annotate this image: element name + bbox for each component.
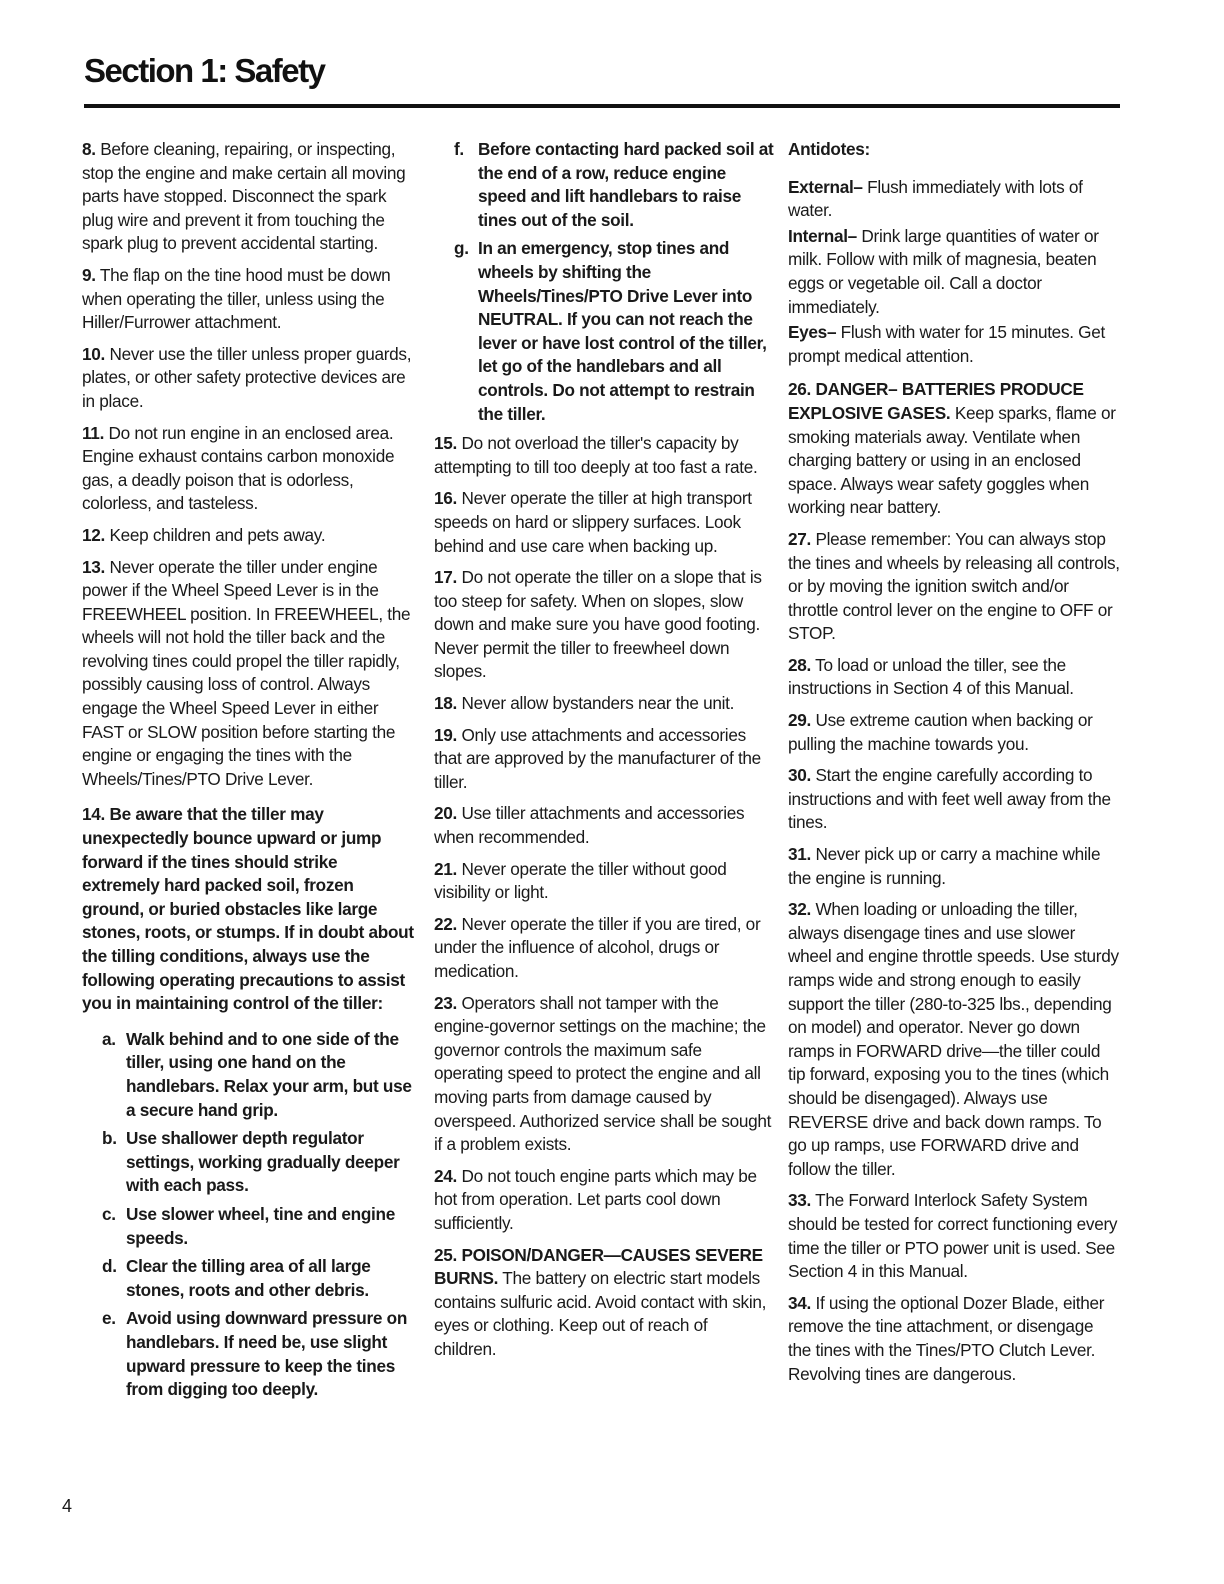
- item-text: The battery on electric start models contains sulfuric acid. Avoid contact with skin, eyes or clothing. Keep out of reach of children.: [434, 1268, 767, 1359]
- item-number: 8.: [82, 139, 96, 159]
- item-text: The Forward Interlock Safety System should be tested for correct functioning every time the tiller or PTO power unit is used. See Section 4 in this Manual.: [788, 1190, 1118, 1282]
- item-text: Please remember: You can always stop the tines and wheels by releasing all controls, or by moving the ignition switch and/or throttle control lever on the engine to OFF or STOP.: [788, 528, 1120, 644]
- antidote-label: Eyes–: [788, 322, 837, 343]
- item-number: 16.: [434, 488, 457, 509]
- safety-item-25: [434, 1244, 774, 1362]
- safety-item-21: [434, 858, 774, 905]
- item-number: 17.: [434, 567, 457, 588]
- item-number: 21.: [434, 858, 457, 879]
- item-text: Start the engine carefully according to instructions and with feet well away from the tines.: [788, 765, 1111, 833]
- item-text: Never operate the tiller without good visibility or light.: [434, 858, 727, 903]
- column-2: [434, 138, 774, 1370]
- precaution-letter: b.: [102, 1128, 117, 1149]
- item-text: Never pick up or carry a machine while the engine is running.: [788, 844, 1101, 888]
- safety-item-15: [434, 432, 774, 479]
- precaution-letter: a.: [102, 1028, 116, 1049]
- safety-item-31: [788, 843, 1120, 890]
- item-number: 9.: [82, 264, 96, 285]
- item-text: Never operate the tiller under engine power if the Wheel Speed Lever is in the FREEWHEEL position. In FREEWHEEL, the wheels will not hold the tiller back and the revolving tines could propel the tiller rapidly, possibly causing loss of control. Always engage the Wheel Speed Lever in either FAST or SLOW position before starting the engine or engaging the tines with the Wheels/Tines/PTO Drive Lever.: [82, 556, 411, 789]
- column-1: [82, 138, 418, 1407]
- item-text: Never use the tiller unless proper guards, plates, or other safety protective devices are in place.: [82, 343, 412, 411]
- safety-item-14: 14. Be aware that the tiller may unexpectedly bounce upward or jump forward if the tines should strike extremely hard packed soil, frozen ground, or buried obstacles like large stones, roots, or stumps. If in doubt about the tilling conditions, always use the following operating precautions to assist you in maintaining control of the tiller:: [82, 804, 414, 1014]
- item-number: 12.: [82, 524, 105, 545]
- item-text: Use extreme caution when backing or pulling the machine towards you.: [788, 710, 1093, 754]
- item-number: 10.: [82, 343, 105, 364]
- item-number: 15.: [434, 433, 457, 454]
- item-number: 31.: [788, 844, 811, 865]
- safety-item-23: [434, 992, 774, 1157]
- item-text: The flap on the tine hood must be down when operating the tiller, unless using the Hiller/Furrower attachment.: [82, 264, 391, 333]
- precaution-text: Use slower wheel, tine and engine speeds.: [126, 1203, 395, 1248]
- item-text: Do not touch engine parts which may be hot from operation. Let parts cool down sufficiently.: [434, 1165, 757, 1233]
- precaution-c: [102, 1203, 418, 1250]
- page-title: Section 1: Safety: [84, 52, 325, 89]
- item-text: Do not overload the tiller's capacity by attempting to till too deeply at too fast a rate.: [434, 433, 758, 477]
- precaution-letter: c.: [102, 1203, 116, 1224]
- precaution-text: Clear the tilling area of all large stones, roots and other debris.: [126, 1256, 371, 1300]
- precaution-letter: d.: [102, 1256, 117, 1277]
- item-number: 29.: [788, 710, 811, 731]
- antidote-eyes: [788, 321, 1120, 368]
- item-number: 24.: [434, 1165, 457, 1186]
- item-text: Do not operate the tiller on a slope that is too steep for safety. When on slopes, slow down and make sure you have good footing. Never permit the tiller to freewheel down slopes.: [434, 567, 762, 682]
- safety-item-26: [788, 378, 1120, 520]
- safety-item-28: [788, 654, 1120, 701]
- item-number: 32.: [788, 899, 811, 920]
- precaution-g: [454, 237, 774, 426]
- precaution-text: Before contacting hard packed soil at the end of a row, reduce engine speed and lift handlebars to raise tines out of the soil.: [478, 139, 774, 230]
- safety-item-18: [434, 692, 774, 716]
- precaution-letter: e.: [102, 1308, 116, 1329]
- item-number: 20.: [434, 803, 457, 824]
- item-text: Keep children and pets away.: [105, 524, 326, 545]
- item-text: When loading or unloading the tiller, always disengage tines and use slower wheel and engine throttle speeds. Use sturdy ramps wide and strong enough to easily support the tiller (280-to-325 lbs., depending on model) and operator. Never go down ramps in FORWARD drive—the tiller could tip forward, exposing you to the tines (which should be disengaged). Always use REVERSE drive and back down ramps. To go up ramps, use FORWARD drive and follow the tiller.: [788, 899, 1119, 1179]
- safety-item-20: [434, 802, 774, 849]
- title-rule: [84, 104, 1120, 108]
- safety-item-30: [788, 764, 1120, 835]
- item-number: 13.: [82, 556, 105, 577]
- item-number: 22.: [434, 913, 457, 934]
- item-text: Do not run engine in an enclosed area. Engine exhaust contains carbon monoxide gas, a deadly poison that is odorless, colorless, and tasteless.: [82, 422, 395, 514]
- precaution-letter: g.: [454, 238, 469, 259]
- safety-item-27: [788, 528, 1120, 646]
- item-text: Operators shall not tamper with the engine-governor settings on the machine; the governor controls the maximum safe operating speed to protect the engine and all moving parts from damage caused by overspeed. Authorized service shall be sought if a problem exists.: [434, 992, 772, 1155]
- item-number: 11.: [82, 422, 105, 443]
- item-text: Never operate the tiller at high transport speeds on hard or slippery surfaces. Look behind and use care when backing up.: [434, 488, 752, 556]
- item-number: 19.: [434, 724, 457, 745]
- item-text: To load or unload the tiller, see the instructions in Section 4 of this Manual.: [788, 654, 1074, 699]
- antidote-label: External–: [788, 176, 863, 197]
- safety-item-16: [434, 487, 774, 558]
- safety-item-22: [434, 913, 774, 984]
- precaution-d: [102, 1255, 418, 1302]
- item-text: Only use attachments and accessories that are approved by the manufacturer of the tiller.: [434, 724, 761, 792]
- precaution-f: [454, 138, 774, 232]
- item-number: 28.: [788, 654, 811, 675]
- item-number: 33.: [788, 1190, 811, 1211]
- antidotes-heading: Antidotes:: [788, 139, 870, 159]
- antidote-text: Drink large quantities of water or milk. Follow with milk of magnesia, beaten eggs or vegetable oil. Call a doctor immediately.: [788, 225, 1099, 317]
- antidote-text: Flush immediately with lots of water.: [788, 176, 1083, 221]
- item-number: 30.: [788, 765, 811, 786]
- item-text: If using the optional Dozer Blade, either remove the tine attachment, or disengage the tines with the Tines/PTO Clutch Lever. Revolving tines are dangerous.: [788, 1292, 1105, 1384]
- item-number: 18.: [434, 693, 457, 714]
- safety-item-11: [82, 422, 418, 516]
- antidote-label: Internal–: [788, 225, 857, 246]
- item-text: Never operate the tiller if you are tired, or under the influence of alcohol, drugs or medication.: [434, 913, 761, 981]
- item-number: 26. DANGER– BATTERIES PRODUCE EXPLOSIVE GASES.: [788, 379, 1084, 423]
- safety-item-17: [434, 566, 774, 684]
- safety-item-34: [788, 1292, 1120, 1386]
- safety-item-32: [788, 898, 1120, 1181]
- item-number: 27.: [788, 528, 811, 549]
- precaution-text: In an emergency, stop tines and wheels by shifting the Wheels/Tines/PTO Drive Lever into NEUTRAL. If you can not reach the lever or have lost control of the tiller, let go of the handlebars and all controls. Do not attempt to restrain the tiller.: [478, 238, 767, 424]
- page-number: 4: [62, 1496, 73, 1516]
- safety-item-33: [788, 1189, 1120, 1283]
- item-text: Before cleaning, repairing, or inspecting, stop the engine and make certain all moving parts have stopped. Disconnect the spark plug wire and prevent it from touching the spark plug to prevent accidental starting.: [82, 139, 406, 254]
- column-3: [788, 138, 1120, 1394]
- safety-item-9: [82, 264, 418, 335]
- precaution-b: [102, 1127, 418, 1198]
- precaution-letter: f.: [454, 139, 464, 159]
- safety-item-19: [434, 724, 774, 795]
- safety-item-29: [788, 709, 1120, 756]
- item-number: 25. POISON/DANGER—CAUSES SEVERE BURNS.: [434, 1244, 763, 1289]
- safety-item-10: [82, 343, 418, 414]
- item-text: Never allow bystanders near the unit.: [457, 693, 735, 714]
- safety-item-12: [82, 524, 418, 548]
- item-text: Keep sparks, flame or smoking materials away. Ventilate when charging battery or using in an enclosed space. Always wear safety goggles when working near battery.: [788, 402, 1116, 518]
- safety-item-13: [82, 556, 418, 792]
- precaution-text: Avoid using downward pressure on handlebars. If need be, use slight upward pressure to keep the tines from digging too deeply.: [126, 1308, 408, 1400]
- precaution-text: Walk behind and to one side of the tiller, using one hand on the handlebars. Relax your arm, but use a secure hand grip.: [126, 1028, 412, 1120]
- item-number: 23.: [434, 992, 457, 1013]
- antidote-text: Flush with water for 15 minutes. Get prompt medical attention.: [788, 322, 1105, 366]
- antidote-internal: [788, 225, 1120, 319]
- precaution-e: [102, 1307, 418, 1401]
- item-number: 34.: [788, 1292, 811, 1313]
- precaution-text: Use shallower depth regulator settings, working gradually deeper with each pass.: [126, 1128, 400, 1196]
- antidote-external: [788, 176, 1120, 223]
- safety-item-24: [434, 1165, 774, 1236]
- safety-item-8: [82, 138, 418, 256]
- item-text: Use tiller attachments and accessories when recommended.: [434, 803, 745, 848]
- precaution-a: [102, 1028, 418, 1122]
